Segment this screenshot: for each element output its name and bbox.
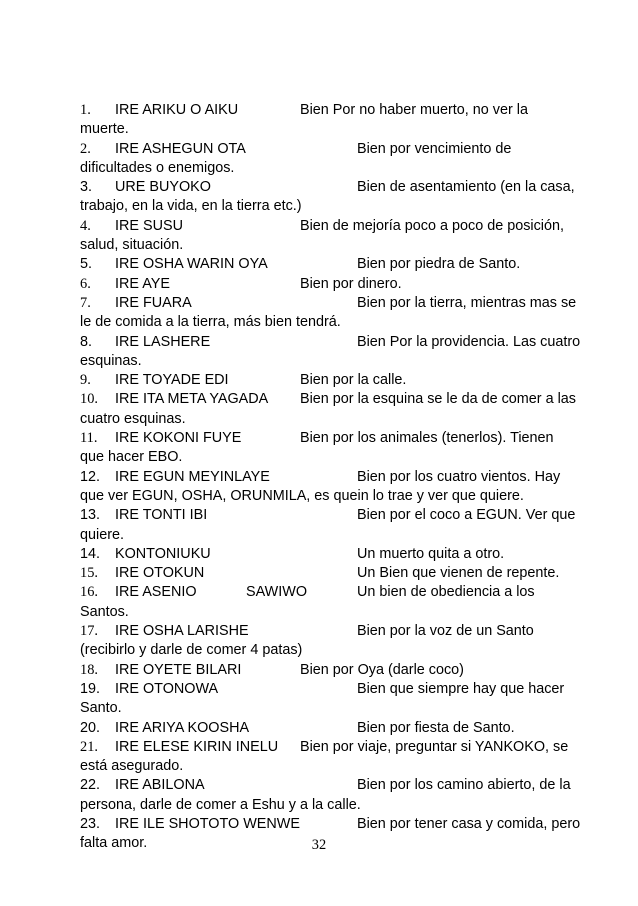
entry-number: 2. bbox=[80, 140, 91, 157]
ire-entry bbox=[80, 564, 600, 583]
entry-name: IRE OSHA WARIN OYA bbox=[115, 256, 268, 273]
entry-number: 23. bbox=[80, 815, 101, 832]
entry-number: 4. bbox=[80, 217, 91, 234]
entry-description: Bien Por la providencia. Las cuatro bbox=[357, 333, 581, 350]
entry-first-line bbox=[80, 390, 600, 409]
entry-name: IRE OSHA LARISHE bbox=[115, 623, 249, 640]
entry-continuation: muerte. bbox=[80, 121, 129, 138]
entry-number: 18. bbox=[80, 661, 98, 678]
entry-description: Bien por la tierra, mientras mas se bbox=[357, 294, 577, 311]
ire-entry bbox=[80, 371, 600, 390]
entry-description: Bien por el coco a EGUN. Ver que bbox=[357, 507, 576, 524]
entry-continuation: trabajo, en la vida, en la tierra etc.) bbox=[80, 198, 302, 215]
entry-first-line bbox=[80, 140, 600, 159]
entry-number: 14. bbox=[80, 545, 101, 562]
entry-first-line bbox=[80, 719, 600, 738]
entry-first-line bbox=[80, 622, 600, 641]
entry-number: 3. bbox=[80, 179, 93, 196]
entry-name: IRE ELESE KIRIN INELU bbox=[115, 738, 279, 755]
entry-description: Un muerto quita a otro. bbox=[357, 545, 505, 562]
entry-continuation: Santos. bbox=[80, 603, 129, 620]
entry-name: IRE ASENIO bbox=[115, 584, 197, 601]
ire-entry bbox=[80, 738, 600, 777]
entry-name: IRE TONTI IBI bbox=[115, 507, 208, 524]
entry-description: Un bien de obediencia a los bbox=[357, 584, 535, 601]
entry-name: IRE ARIYA KOOSHA bbox=[115, 719, 250, 736]
entry-first-line bbox=[80, 255, 600, 274]
entry-name: IRE EGUN MEYINLAYE bbox=[115, 468, 270, 485]
entry-description: Bien por piedra de Santo. bbox=[357, 256, 521, 273]
ire-entry bbox=[80, 255, 600, 274]
ire-entry bbox=[80, 622, 600, 661]
entry-first-line bbox=[80, 506, 600, 525]
entry-continuation: falta amor. bbox=[80, 835, 148, 852]
ire-entry bbox=[80, 468, 600, 507]
ire-entry bbox=[80, 661, 600, 680]
entry-description: Bien por viaje, preguntar si YANKOKO, se bbox=[300, 738, 569, 755]
entry-description: Bien Por no haber muerto, no ver la bbox=[300, 102, 528, 118]
entry-first-line bbox=[80, 217, 600, 236]
entry-number: 5. bbox=[80, 256, 93, 273]
entry-description: Bien por la esquina se le da de comer a las bbox=[300, 391, 576, 408]
entry-number: 12. bbox=[80, 468, 101, 485]
entry-number: 22. bbox=[80, 777, 101, 794]
entry-name: IRE AYE bbox=[115, 275, 170, 292]
ire-entry bbox=[80, 545, 600, 564]
entry-number: 7. bbox=[80, 294, 91, 311]
entry-number: 10. bbox=[80, 391, 98, 408]
entry-number: 8. bbox=[80, 333, 93, 350]
entry-description: Bien por los cuatro vientos. Hay bbox=[357, 468, 561, 485]
entry-number: 20. bbox=[80, 719, 101, 736]
entry-description: Bien por vencimiento de bbox=[357, 140, 512, 157]
entry-continuation: está asegurado. bbox=[80, 758, 184, 775]
entry-continuation: que ver EGUN, OSHA, ORUNMILA, es quein lo trae y ver que quiere. bbox=[80, 487, 524, 504]
entry-number: 13. bbox=[80, 507, 101, 524]
ire-entry bbox=[80, 390, 600, 429]
entry-first-line bbox=[80, 564, 600, 583]
entry-first-line bbox=[80, 545, 600, 564]
entry-description: Bien de asentamiento (en la casa, bbox=[357, 179, 575, 196]
ire-entry bbox=[80, 776, 600, 815]
entry-number: 11. bbox=[80, 430, 98, 447]
entry-continuation: persona, darle de comer a Eshu y a la calle. bbox=[80, 796, 361, 813]
entry-first-line bbox=[80, 738, 600, 757]
entry-name: IRE ITA META YAGADA bbox=[115, 391, 269, 408]
entry-name: IRE ARIKU O AIKU bbox=[115, 102, 239, 118]
entry-first-line bbox=[80, 680, 600, 699]
entry-first-line bbox=[80, 101, 600, 120]
entry-name: IRE OTONOWA bbox=[115, 680, 219, 697]
entry-name: IRE LASHERE bbox=[115, 333, 211, 350]
entry-number: 17. bbox=[80, 623, 98, 640]
entry-extra-name: SAWIWO bbox=[246, 584, 308, 601]
ire-entry bbox=[80, 275, 600, 294]
entry-continuation: cuatro esquinas. bbox=[80, 410, 186, 427]
entry-first-line bbox=[80, 661, 600, 680]
ire-entry bbox=[80, 333, 600, 372]
entry-first-line bbox=[80, 178, 600, 197]
entry-continuation: salud, situación. bbox=[80, 237, 184, 254]
entry-description: Bien por fiesta de Santo. bbox=[357, 719, 515, 736]
entry-name: IRE ILE SHOTOTO WENWE bbox=[115, 815, 300, 832]
entry-continuation: esquinas. bbox=[80, 352, 142, 369]
entry-name: KONTONIUKU bbox=[115, 545, 211, 562]
entry-continuation: Santo. bbox=[80, 700, 122, 717]
entry-first-line bbox=[80, 333, 600, 352]
entry-description: Bien por dinero. bbox=[300, 275, 402, 292]
entry-continuation: (recibirlo y darle de comer 4 patas) bbox=[80, 642, 303, 659]
entry-first-line bbox=[80, 583, 600, 602]
ire-entry bbox=[80, 217, 600, 256]
entry-description: Bien de mejoría poco a poco de posición, bbox=[300, 217, 564, 234]
entry-number: 19. bbox=[80, 680, 101, 697]
entry-description: Bien por Oya (darle coco) bbox=[300, 661, 464, 678]
entry-description: Bien por tener casa y comida, pero bbox=[357, 815, 581, 832]
entry-description: Un Bien que vienen de repente. bbox=[357, 565, 560, 582]
entry-name: IRE ABILONA bbox=[115, 777, 205, 794]
entry-name: IRE OYETE BILARI bbox=[115, 661, 242, 678]
entry-first-line bbox=[80, 371, 600, 390]
entry-name: IRE SUSU bbox=[115, 217, 183, 234]
entry-number: 16. bbox=[80, 584, 98, 601]
ire-entry bbox=[80, 101, 600, 140]
entry-first-line bbox=[80, 294, 600, 313]
entry-description: Bien por los camino abierto, de la bbox=[357, 777, 571, 794]
entry-number: 21. bbox=[80, 738, 98, 755]
ire-entry bbox=[80, 178, 600, 217]
entry-number: 1. bbox=[80, 102, 91, 118]
entry-continuation: dificultades o enemigos. bbox=[80, 159, 235, 176]
entry-name: IRE FUARA bbox=[115, 294, 192, 311]
entry-first-line bbox=[80, 468, 600, 487]
entry-name: IRE OTOKUN bbox=[115, 565, 205, 582]
entry-first-line bbox=[80, 275, 600, 294]
entry-name: IRE KOKONI FUYE bbox=[115, 430, 242, 447]
entry-first-line bbox=[80, 776, 600, 795]
entry-description: Bien por la voz de un Santo bbox=[357, 623, 534, 640]
entry-continuation: que hacer EBO. bbox=[80, 449, 183, 466]
entry-number: 9. bbox=[80, 372, 91, 389]
entry-name: IRE TOYADE EDI bbox=[115, 372, 229, 389]
ire-entry bbox=[80, 429, 600, 468]
ire-entry bbox=[80, 719, 600, 738]
entry-description: Bien por la calle. bbox=[300, 372, 407, 389]
ire-entry bbox=[80, 140, 600, 179]
page-number: 32 bbox=[311, 837, 327, 853]
ire-entry-list bbox=[80, 101, 600, 854]
entry-continuation: le de comida a la tierra, más bien tendrá. bbox=[80, 314, 341, 331]
ire-entry bbox=[80, 583, 600, 622]
entry-name: URE BUYOKO bbox=[115, 179, 211, 196]
entry-description: Bien que siempre hay que hacer bbox=[357, 680, 565, 697]
entry-first-line bbox=[80, 815, 600, 834]
entry-continuation: quiere. bbox=[80, 526, 125, 543]
entry-name: IRE ASHEGUN OTA bbox=[115, 140, 246, 157]
ire-entry bbox=[80, 294, 600, 333]
entry-number: 6. bbox=[80, 275, 91, 292]
entry-description: Bien por los animales (tenerlos). Tienen bbox=[300, 430, 554, 447]
entry-number: 15. bbox=[80, 565, 98, 582]
ire-entry bbox=[80, 506, 600, 545]
ire-entry bbox=[80, 680, 600, 719]
entry-first-line bbox=[80, 429, 600, 448]
